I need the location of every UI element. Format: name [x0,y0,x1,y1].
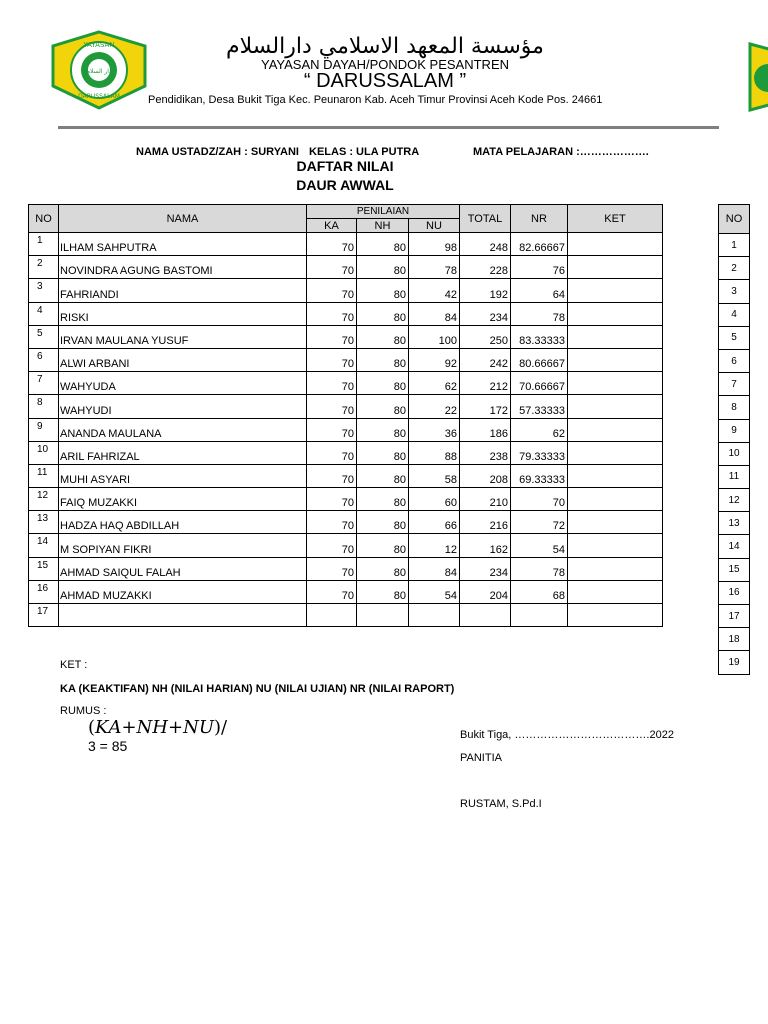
cell-nr: 72 [511,511,568,534]
side-row [719,605,750,628]
cell-no: 12 [29,488,59,511]
cell-nh: 80 [357,279,409,302]
cell-total: 192 [460,279,511,302]
side-row [719,419,750,442]
cell-no: 4 [29,302,59,325]
cell-nu: 100 [409,325,460,348]
cell-total: 204 [460,580,511,603]
cell-no: 7 [29,372,59,395]
table-row [29,233,663,256]
side-row [719,326,750,349]
header-ka: KA [307,219,357,233]
cell-nr: 82.66667 [511,233,568,256]
cell-ket [568,418,663,441]
panitia-label: PANITIA [460,752,502,764]
cell-nama: NOVINDRA AGUNG BASTOMI [59,256,307,279]
table-row [29,604,663,627]
cell-nu: 88 [409,441,460,464]
side-row [719,373,750,396]
cell-total: 228 [460,256,511,279]
cell-nr: 70 [511,488,568,511]
cell-nh: 80 [357,441,409,464]
cell-nh: 80 [357,557,409,580]
cell-ka: 70 [307,348,357,371]
table-row [29,302,663,325]
cell-ket [568,580,663,603]
table-row [29,464,663,487]
cell-ket [568,325,663,348]
cell-nh: 80 [357,511,409,534]
cell-nama: ARIL FAHRIZAL [59,441,307,464]
side-cell-no: 13 [719,512,750,535]
cell-nh: 80 [357,488,409,511]
table-row [29,325,663,348]
side-row [719,489,750,512]
arabic-title: مؤسسة المعهد الاسلامي دارالسلام [226,34,544,59]
cell-nu: 92 [409,348,460,371]
cell-total [460,604,511,627]
cell-ket [568,256,663,279]
cell-nama: IRVAN MAULANA YUSUF [59,325,307,348]
foundation-logo-partial [740,42,768,112]
school-name: “ DARUSSALAM ” [303,70,467,92]
side-cell-no: 8 [719,396,750,419]
cell-ket [568,302,663,325]
side-cell-no: 4 [719,303,750,326]
cell-nama: FAHRIANDI [59,279,307,302]
table-row [29,279,663,302]
cell-nh: 80 [357,464,409,487]
cell-nh: 80 [357,302,409,325]
table-row [29,395,663,418]
cell-nu: 58 [409,464,460,487]
cell-no: 16 [29,580,59,603]
side-cell-no: 12 [719,489,750,512]
side-row [719,581,750,604]
document-subtitle: DAUR AWWAL [296,177,394,193]
rumus-label: RUMUS : [60,705,107,717]
cell-nama: FAIQ MUZAKKI [59,488,307,511]
cell-total: 172 [460,395,511,418]
cell-ka: 70 [307,464,357,487]
teacher-name: NAMA USTADZ/ZAH : SURYANI [136,146,299,158]
cell-nr: 79.33333 [511,441,568,464]
cell-nr: 62 [511,418,568,441]
cell-nr: 80.66667 [511,348,568,371]
cell-no: 1 [29,233,59,256]
cell-nh: 80 [357,256,409,279]
ket-label: KET : [60,659,88,671]
cell-nr [511,604,568,627]
cell-no: 5 [29,325,59,348]
side-cell-no: 5 [719,326,750,349]
cell-ket [568,511,663,534]
cell-nama: MUHI ASYARI [59,464,307,487]
side-row [719,535,750,558]
cell-nama: ALWI ARBANI [59,348,307,371]
side-cell-no: 17 [719,605,750,628]
cell-nh: 80 [357,580,409,603]
side-row [719,303,750,326]
header-penilaian: PENILAIAN [307,205,460,219]
cell-nh: 80 [357,233,409,256]
subject-field: MATA PELAJARAN :………………. [473,146,649,158]
header-divider [58,126,719,129]
cell-nh: 80 [357,348,409,371]
grades-table [28,204,663,627]
table-row [29,348,663,371]
side-row [719,628,750,651]
cell-nh: 80 [357,372,409,395]
side-row [719,651,750,674]
cell-nr: 78 [511,302,568,325]
table-row [29,488,663,511]
cell-ka: 70 [307,233,357,256]
cell-ket [568,557,663,580]
address: Pendidikan, Desa Bukit Tiga Kec. Peunaron Kab. Aceh Timur Provinsi Aceh Kode Pos. 24661 [148,94,603,106]
table-row [29,418,663,441]
cell-nama: HADZA HAQ ABDILLAH [59,511,307,534]
cell-ka: 70 [307,580,357,603]
cell-total: 212 [460,372,511,395]
cell-nama: ANANDA MAULANA [59,418,307,441]
cell-no: 15 [29,557,59,580]
cell-no: 2 [29,256,59,279]
cell-nu [409,604,460,627]
side-row [719,465,750,488]
cell-ket [568,372,663,395]
cell-nu: 98 [409,233,460,256]
cell-no: 14 [29,534,59,557]
signatory-name: RUSTAM, S.Pd.I [460,798,542,810]
cell-total: 162 [460,534,511,557]
cell-ket [568,348,663,371]
cell-no: 13 [29,511,59,534]
logo-inner-text: دار السلام [86,68,112,75]
table-row [29,372,663,395]
cell-ka: 70 [307,302,357,325]
cell-ka: 70 [307,534,357,557]
cell-nr: 54 [511,534,568,557]
side-cell-no: 3 [719,280,750,303]
cell-nu: 36 [409,418,460,441]
cell-ka: 70 [307,372,357,395]
cell-ket [568,604,663,627]
side-row [719,396,750,419]
header-total: TOTAL [460,205,511,233]
table-row [29,534,663,557]
cell-total: 208 [460,464,511,487]
cell-total: 210 [460,488,511,511]
cell-ka: 70 [307,395,357,418]
cell-nama [59,604,307,627]
cell-total: 242 [460,348,511,371]
cell-ket [568,279,663,302]
cell-nama: WAHYUDI [59,395,307,418]
side-cell-no: 2 [719,257,750,280]
cell-nu: 54 [409,580,460,603]
side-cell-no: 7 [719,373,750,396]
logo-ring-bottom-text: DARUSSALAM [78,93,120,100]
cell-no: 9 [29,418,59,441]
cell-ket [568,395,663,418]
cell-nama: RISKI [59,302,307,325]
cell-nama: ILHAM SAHPUTRA [59,233,307,256]
logo-ring-top-text: YAYASAN [83,41,115,49]
cell-total: 234 [460,302,511,325]
header-nama: NAMA [59,205,307,233]
cell-nr: 78 [511,557,568,580]
cell-ket [568,441,663,464]
cell-ka [307,604,357,627]
cell-ket [568,534,663,557]
side-cell-no: 1 [719,234,750,257]
side-table [718,204,750,675]
cell-no: 3 [29,279,59,302]
header-ket: KET [568,205,663,233]
cell-nu: 22 [409,395,460,418]
side-cell-no: 16 [719,581,750,604]
side-cell-no: 18 [719,628,750,651]
side-cell-no: 14 [719,535,750,558]
cell-ket [568,488,663,511]
cell-nh [357,604,409,627]
side-row [719,234,750,257]
foundation-logo [50,30,148,110]
cell-nu: 84 [409,557,460,580]
cell-nr: 64 [511,279,568,302]
place-date: Bukit Tiga, ……………………………….2022 [460,729,674,741]
table-row [29,557,663,580]
side-cell-no: 15 [719,558,750,581]
side-row [719,280,750,303]
cell-nr: 68 [511,580,568,603]
cell-nr: 83.33333 [511,325,568,348]
cell-nama: M SOPIYAN FIKRI [59,534,307,557]
cell-nr: 69.33333 [511,464,568,487]
cell-nu: 78 [409,256,460,279]
cell-no: 17 [29,604,59,627]
cell-ka: 70 [307,279,357,302]
cell-no: 8 [29,395,59,418]
formula-line-2: 3 = 85 [88,738,128,754]
side-row [719,442,750,465]
cell-nama: WAHYUDA [59,372,307,395]
cell-total: 250 [460,325,511,348]
side-cell-no: 9 [719,419,750,442]
cell-nu: 60 [409,488,460,511]
cell-no: 11 [29,464,59,487]
header-no: NO [29,205,59,233]
cell-nr: 57.33333 [511,395,568,418]
header-nu: NU [409,219,460,233]
cell-ka: 70 [307,418,357,441]
table-row [29,511,663,534]
cell-nu: 84 [409,302,460,325]
header-nr: NR [511,205,568,233]
cell-ket [568,233,663,256]
foundation-name: YAYASAN DAYAH/PONDOK PESANTREN [260,57,509,72]
legend: KA (KEAKTIFAN) NH (NILAI HARIAN) NU (NILAI UJIAN) NR (NILAI RAPORT) [60,683,455,695]
table-row [29,441,663,464]
cell-nama: AHMAD SAIQUL FALAH [59,557,307,580]
document-title: DAFTAR NILAI [296,158,394,174]
cell-ka: 70 [307,511,357,534]
cell-ka: 70 [307,488,357,511]
class-name: KELAS : ULA PUTRA [309,146,420,158]
table-row [29,256,663,279]
cell-ket [568,464,663,487]
cell-total: 238 [460,441,511,464]
cell-total: 216 [460,511,511,534]
side-row [719,349,750,372]
cell-nh: 80 [357,325,409,348]
cell-ka: 70 [307,325,357,348]
formula-line-1: (𝐾𝐴+𝑁𝐻+𝑁𝑈)/ [88,717,228,738]
cell-total: 186 [460,418,511,441]
header-nh: NH [357,219,409,233]
side-row [719,512,750,535]
cell-nama: AHMAD MUZAKKI [59,580,307,603]
cell-no: 10 [29,441,59,464]
side-cell-no: 11 [719,465,750,488]
cell-total: 248 [460,233,511,256]
side-header-no: NO [719,205,750,234]
cell-nh: 80 [357,418,409,441]
cell-nr: 76 [511,256,568,279]
side-cell-no: 10 [719,442,750,465]
cell-ka: 70 [307,557,357,580]
cell-nh: 80 [357,534,409,557]
cell-nu: 42 [409,279,460,302]
cell-ka: 70 [307,441,357,464]
cell-nr: 70.66667 [511,372,568,395]
cell-nh: 80 [357,395,409,418]
side-cell-no: 6 [719,349,750,372]
formula [88,718,227,756]
cell-nu: 66 [409,511,460,534]
cell-no: 6 [29,348,59,371]
cell-nu: 62 [409,372,460,395]
side-cell-no: 19 [719,651,750,674]
cell-nu: 12 [409,534,460,557]
side-row [719,558,750,581]
cell-total: 234 [460,557,511,580]
cell-ka: 70 [307,256,357,279]
table-row [29,580,663,603]
side-row [719,257,750,280]
